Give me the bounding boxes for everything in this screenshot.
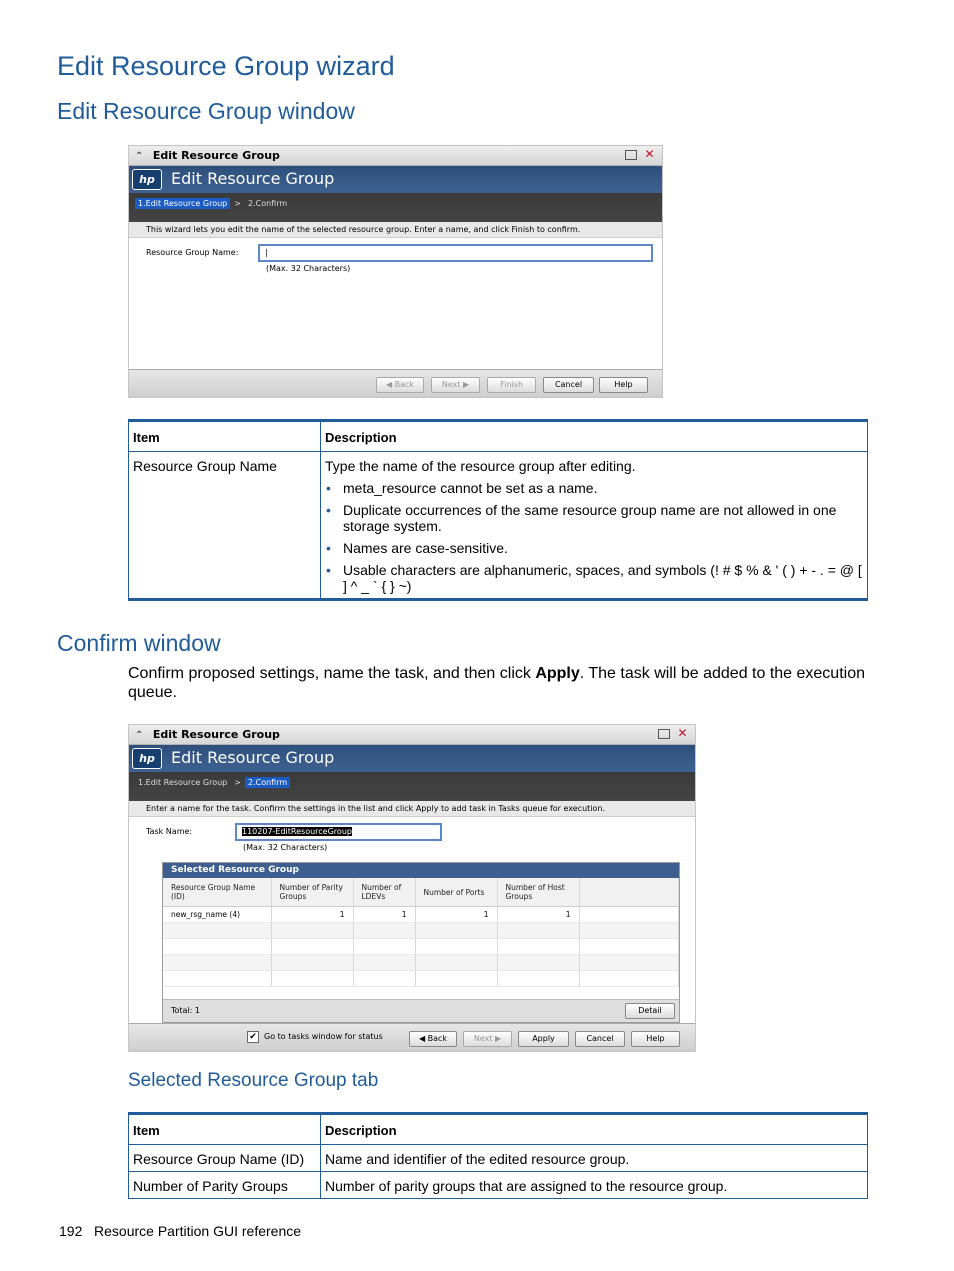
page-footer <box>59 1223 301 1239</box>
table-row <box>163 971 679 987</box>
page-heading: Edit Resource Group wizard <box>57 51 395 81</box>
window-footer <box>129 369 662 397</box>
page-number: 192 <box>59 1223 83 1239</box>
help-button[interactable]: Help <box>599 377 648 393</box>
window-footer <box>129 1023 695 1051</box>
column-header-host-groups[interactable]: Number of Host Groups <box>497 878 579 907</box>
table-row[interactable] <box>163 907 679 923</box>
table-row <box>129 1145 868 1172</box>
resource-group-name-table <box>128 419 868 601</box>
cancel-button[interactable]: Cancel <box>543 377 594 393</box>
confirm-window-screenshot <box>128 724 696 1052</box>
wizard-steps <box>135 198 290 209</box>
apply-button[interactable]: Apply <box>518 1031 569 1047</box>
max-characters-hint: (Max. 32 Characters) <box>243 843 328 852</box>
maximize-icon[interactable] <box>625 150 637 160</box>
cell-host-groups: 1 <box>497 907 579 923</box>
window-title: Edit Resource Group <box>152 149 280 162</box>
go-to-tasks-label: Go to tasks window for status <box>264 1032 383 1041</box>
table-cell-description: Number of parity groups that are assigned to the resource group. <box>321 1172 868 1199</box>
cell-ldevs: 1 <box>353 907 415 923</box>
collapse-icon[interactable]: ⌃ <box>135 151 144 162</box>
selected-resource-group-title: Selected Resource Group <box>163 863 679 878</box>
step-separator: > <box>234 778 241 787</box>
apply-emphasis: Apply <box>535 665 580 682</box>
step-edit-resource-group[interactable]: 1.Edit Resource Group <box>135 198 230 209</box>
window-header <box>129 166 662 222</box>
table-cell-description <box>321 452 868 600</box>
task-name-value: 110207-EditResourceGroup <box>242 827 352 836</box>
detail-button[interactable]: Detail <box>625 1003 675 1019</box>
collapse-icon[interactable]: ⌃ <box>135 730 144 741</box>
cell-name: new_rsg_name (4) <box>163 907 271 923</box>
table-header-item: Item <box>129 421 321 452</box>
maximize-icon[interactable] <box>658 729 670 739</box>
table-cell-item: Resource Group Name (ID) <box>129 1145 321 1172</box>
window-header-title: Edit Resource Group <box>171 169 335 188</box>
window-title-bar <box>129 725 695 745</box>
table-header-description: Description <box>321 421 868 452</box>
table-row <box>163 923 679 939</box>
table-cell-description: Name and identifier of the edited resource group. <box>321 1145 868 1172</box>
total-count: Total: 1 <box>171 1006 201 1015</box>
list-item: • Usable characters are alphanumeric, spaces, and symbols (! # $ % & ' ( ) + - . = @ [ ] ^ _ ` { } ~) <box>341 562 863 594</box>
instruction-text: This wizard lets you edit the name of the selected resource group. Enter a name, and click Finish to confirm. <box>129 222 662 238</box>
cell-empty <box>579 907 679 923</box>
back-button[interactable]: ◀ Back <box>409 1031 457 1047</box>
wizard-steps <box>135 777 290 788</box>
table-header-item: Item <box>129 1114 321 1145</box>
task-name-label: Task Name: <box>146 827 193 836</box>
list-item: • Duplicate occurrences of the same resource group name are not allowed in one storage system. <box>341 502 863 534</box>
selected-resource-group-table <box>163 878 679 987</box>
close-icon[interactable]: ✕ <box>644 147 655 161</box>
list-item: • meta_resource cannot be set as a name. <box>341 480 863 496</box>
table-header-description: Description <box>321 1114 868 1145</box>
instruction-text: Enter a name for the task. Confirm the settings in the list and click Apply to add task in Tasks queue for execution. <box>129 801 695 817</box>
paragraph-text: Confirm proposed settings, name the task, and then click <box>128 665 536 682</box>
table-cell-item: Number of Parity Groups <box>129 1172 321 1199</box>
resource-group-name-input[interactable]: | <box>258 244 653 262</box>
window-header-title: Edit Resource Group <box>171 748 335 767</box>
table-row <box>163 939 679 955</box>
selected-resource-group-tab-table <box>128 1112 868 1199</box>
resource-group-name-label: Resource Group Name: <box>146 248 239 257</box>
cell-ports: 1 <box>415 907 497 923</box>
selected-table-footer <box>163 999 679 1022</box>
window-title: Edit Resource Group <box>152 728 280 741</box>
step-edit-resource-group[interactable]: 1.Edit Resource Group <box>138 778 228 787</box>
column-header-name[interactable]: Resource Group Name (ID) <box>163 878 271 907</box>
window-header <box>129 745 695 801</box>
table-row <box>129 452 868 600</box>
column-header-ldevs[interactable]: Number of LDEVs <box>353 878 415 907</box>
section-heading-confirm-window: Confirm window <box>57 630 221 656</box>
next-button[interactable]: Next ▶ <box>431 377 480 393</box>
close-icon[interactable]: ✕ <box>677 726 688 740</box>
help-button[interactable]: Help <box>631 1031 680 1047</box>
column-header-empty <box>579 878 679 907</box>
description-bullets <box>325 480 863 594</box>
task-name-input[interactable] <box>235 823 442 841</box>
column-header-parity-groups[interactable]: Number of Parity Groups <box>271 878 353 907</box>
window-title-bar <box>129 146 662 166</box>
cancel-button[interactable]: Cancel <box>575 1031 625 1047</box>
step-confirm[interactable]: 2.Confirm <box>245 777 290 788</box>
section-heading-selected-tab: Selected Resource Group tab <box>128 1070 379 1091</box>
step-confirm[interactable]: 2.Confirm <box>247 199 288 208</box>
cell-parity-groups: 1 <box>271 907 353 923</box>
back-button[interactable]: ◀ Back <box>376 377 424 393</box>
selected-resource-group-panel <box>162 862 680 1023</box>
footer-text: Resource Partition GUI reference <box>94 1223 302 1239</box>
hp-logo-icon: hp <box>132 169 162 190</box>
finish-button[interactable]: Finish <box>487 377 536 393</box>
next-button[interactable]: Next ▶ <box>463 1031 512 1047</box>
go-to-tasks-checkbox[interactable]: ✔ <box>247 1031 259 1043</box>
max-characters-hint: (Max. 32 Characters) <box>266 264 351 273</box>
description-text: Type the name of the resource group after editing. <box>325 458 636 474</box>
list-item: • Names are case-sensitive. <box>341 540 863 556</box>
section-heading-edit-window: Edit Resource Group window <box>57 98 355 124</box>
table-row <box>163 955 679 971</box>
step-separator: > <box>234 199 241 208</box>
paragraph-text: . The task will be added to the execution queue. <box>128 665 865 701</box>
hp-logo-icon: hp <box>132 748 162 769</box>
table-cell-item: Resource Group Name <box>129 452 321 600</box>
column-header-ports[interactable]: Number of Ports <box>415 878 497 907</box>
confirm-paragraph <box>128 664 868 702</box>
edit-resource-group-window-screenshot <box>128 145 663 398</box>
table-row <box>129 1172 868 1199</box>
